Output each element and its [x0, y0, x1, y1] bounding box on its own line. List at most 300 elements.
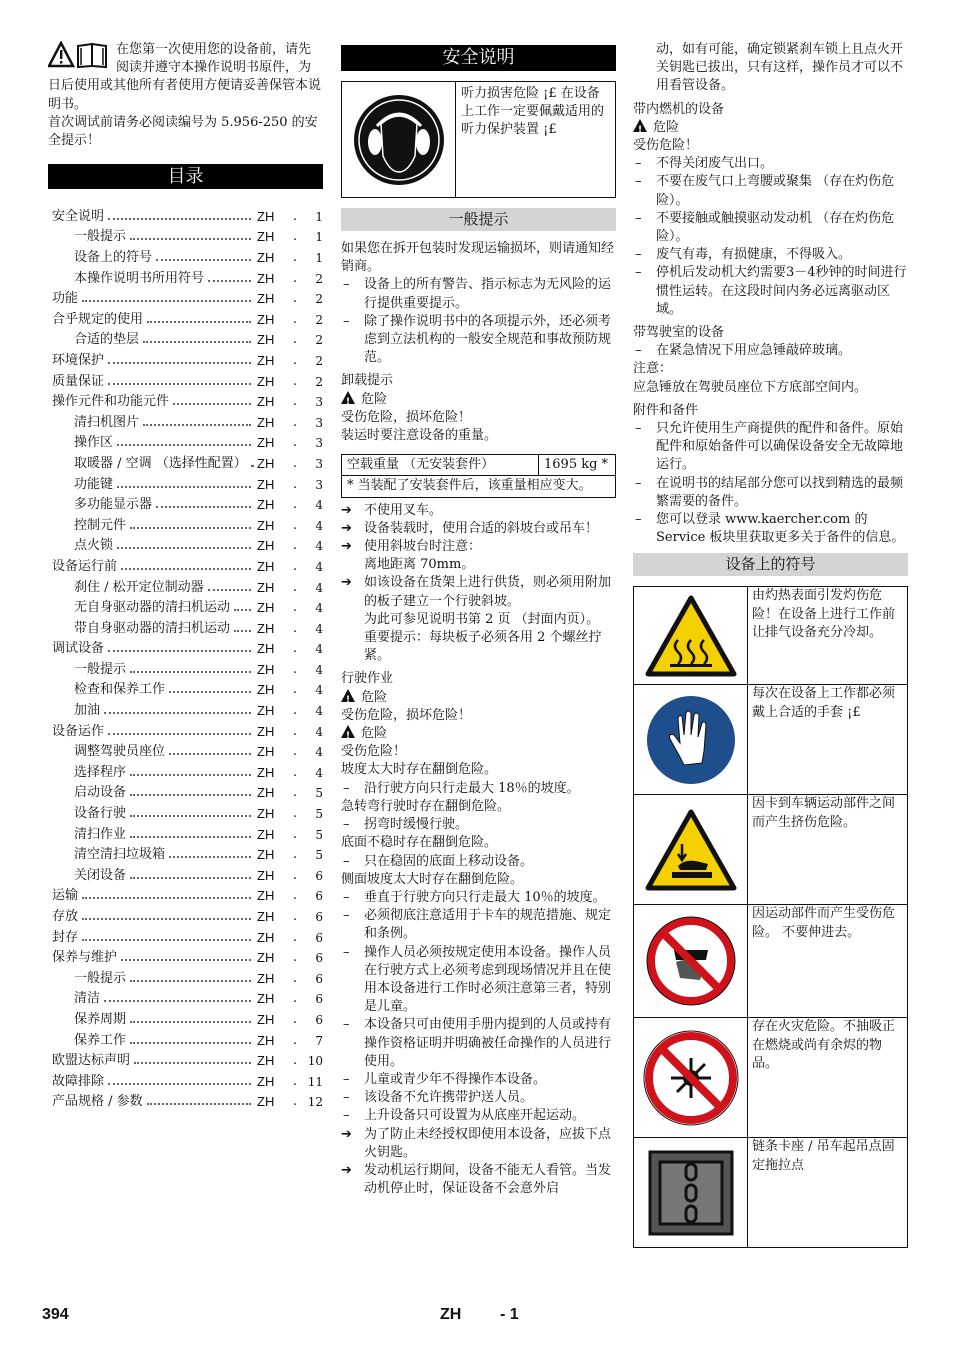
toc-entry-page: 1: [315, 251, 323, 265]
toc-leader-dots: [82, 939, 251, 941]
warning-read-manual-icon: [48, 41, 112, 71]
toc-separator: .: [292, 826, 298, 842]
toc-entry: [48, 903, 323, 924]
arrow-right-icon: ➔: [341, 1162, 352, 1178]
toc-entry-lang: ZH: [257, 394, 275, 410]
no-reaching-in-icon: [634, 905, 748, 1017]
instruction-step: [341, 520, 616, 538]
toc-separator: .: [292, 208, 298, 224]
toc-entry: [48, 450, 323, 471]
dash-list-item: – 不要在废气口上弯腰或聚集 （存在灼伤危险）。: [633, 173, 908, 209]
instruction-text: 使用斜坡台时注意：: [364, 539, 482, 555]
toc-entry-title: 带自身驱动器的清扫机运动: [74, 620, 231, 636]
toc-entry-title: 质量保证: [52, 373, 105, 389]
toc-leader-dots: [108, 362, 251, 364]
subsection-heading: 附件和备件: [633, 402, 699, 418]
toc-entry: [48, 1068, 323, 1089]
toc-separator: .: [292, 332, 298, 348]
toc-separator: .: [292, 1053, 298, 1069]
symbols-table: [633, 586, 908, 1248]
toc-entry-page: 5: [315, 786, 323, 801]
toc-leader-dots: [108, 733, 251, 735]
toc-entry-page: 4: [315, 621, 323, 636]
symbol-description: 因运动部件而产生受伤危险。 不要伸进去。: [752, 906, 896, 940]
dash-list-item: – 在紧急情况下用应急锤敲碎玻璃。: [633, 342, 908, 360]
toc-entry-lang: ZH: [257, 661, 275, 677]
toc-entry: [48, 986, 323, 1007]
toc-leader-dots: [130, 1021, 251, 1023]
toc-separator: .: [292, 950, 298, 966]
paragraph: 侧面坡度太大时存在翻倒危险。: [341, 871, 524, 887]
toc-entry-page: 2: [315, 333, 323, 348]
toc-entry: [48, 533, 323, 554]
toc-entry-page: 6: [315, 910, 323, 924]
toc-entry-title: 设备行驶: [74, 806, 127, 822]
toc-entry-page: 4: [315, 559, 323, 574]
toc-entry-page: 2: [315, 312, 323, 327]
arrow-right-icon: ➔: [341, 575, 352, 591]
dash-list-item: – 垂直于行驶方向只行走最大 10％的坡度。: [341, 889, 616, 907]
hot-surface-warning-icon: [634, 587, 748, 684]
symbol-row: [634, 587, 907, 685]
toc-separator: .: [292, 888, 298, 904]
toc-entry-lang: ZH: [257, 311, 275, 327]
toc-entry-title: 调整驾驶员座位: [74, 744, 166, 760]
toc-entry-page: 5: [315, 807, 323, 822]
toc-entry-lang: ZH: [257, 806, 275, 822]
toc-entry-lang: ZH: [257, 867, 275, 883]
tie-down-point-icon: [634, 1138, 748, 1247]
toc-separator: .: [292, 558, 298, 574]
instruction-continuation: 重要提示：每块板子必须各用 2 个螺丝拧紧。: [364, 630, 602, 664]
toc-entry-lang: ZH: [257, 270, 275, 286]
symbol-description: 由灼热表面引发灼伤危险！在设备上进行工作前让排气设备充分冷却。: [752, 588, 896, 640]
paragraph: 受伤危险，损坏危险！: [341, 409, 472, 425]
toc-entry-lang: ZH: [257, 414, 275, 430]
arrow-right-icon: ➔: [341, 520, 352, 536]
driving-notes-content: [341, 502, 616, 1199]
toc-leader-dots: [117, 486, 251, 488]
toc-separator: .: [292, 991, 298, 1007]
toc-entry-title: 取暖器 / 空调 （选择性配置）: [74, 455, 247, 471]
toc-entry-lang: ZH: [257, 909, 275, 924]
symbol-row: [634, 795, 907, 905]
instruction-continuation: 为此可参见说明书第 2 页 （封面内页）。: [364, 611, 600, 627]
paragraph: 坡度太大时存在翻倒危险。: [341, 762, 498, 778]
symbol-row: [634, 905, 907, 1018]
toc-entry: [48, 471, 323, 492]
toc-leader-dots: [82, 300, 251, 302]
toc-entry-page: 4: [315, 662, 323, 677]
dash-list-item: – 不要接触或触摸驱动发动机 （存在灼伤危险）。: [633, 210, 908, 246]
paragraph: 应急锤放在驾驶员座位下方底部空间内。: [633, 379, 868, 395]
toc-entry: [48, 286, 323, 307]
weight-label: 空载重量 （无安装套件）: [342, 455, 539, 475]
toc-separator: .: [292, 661, 298, 677]
toc-entry-lang: ZH: [257, 538, 275, 554]
toc-separator: .: [292, 270, 298, 286]
toc-entry: [48, 430, 323, 451]
toc-entry-title: 环境保护: [52, 352, 105, 368]
toc-entry-page: 4: [315, 683, 323, 698]
toc-entry-page: 6: [315, 868, 323, 883]
danger-text: 危险: [361, 726, 388, 742]
intro: [48, 41, 323, 150]
toc-entry: [48, 862, 323, 883]
toc-entry-page: 1: [315, 230, 323, 245]
instruction-step: [341, 574, 616, 610]
symbol-row: [634, 1138, 907, 1247]
instruction-text: 设备装载时，使用合适的斜坡台或吊车！: [364, 520, 599, 536]
toc-entry-lang: ZH: [257, 250, 275, 265]
wear-gloves-icon: [634, 685, 748, 794]
toc-separator: .: [292, 641, 298, 657]
toc-entry: [48, 203, 323, 224]
right-column: [633, 41, 908, 1248]
danger-label: [633, 119, 908, 137]
warning-triangle-icon: [633, 119, 647, 132]
warning-triangle-icon: [341, 689, 355, 702]
toc-entry: [48, 512, 323, 533]
toc-entry-page: 4: [315, 498, 323, 513]
toc-entry-title: 检查和保养工作: [74, 682, 166, 698]
toc-entry-title: 刹住 / 松开定位制动器: [74, 579, 204, 595]
paragraph: 受伤危险，损坏危险！: [341, 707, 472, 723]
toc-separator: .: [292, 414, 298, 430]
toc-entry-page: 4: [315, 518, 323, 533]
toc-entry-lang: ZH: [257, 970, 275, 986]
toc-separator: .: [292, 394, 298, 410]
toc-entry-title: 设备运行前: [52, 558, 118, 574]
toc-entry-title: 一般提示: [74, 229, 127, 245]
toc-entry-page: 3: [315, 436, 323, 451]
toc-separator: .: [292, 373, 298, 389]
toc-leader-dots: [130, 815, 251, 817]
toc-leader-dots: [130, 774, 251, 776]
toc-entry: [48, 718, 323, 739]
paragraph: 急转弯行驶时存在翻倒危险。: [341, 798, 511, 814]
toc-entry-page: 4: [315, 745, 323, 760]
toc-entry-title: 合适的垫层: [74, 332, 140, 348]
toc-entry-page: 6: [315, 930, 323, 945]
toc-separator: .: [292, 538, 298, 554]
toc-leader-dots: [147, 1103, 251, 1105]
toc-separator: .: [292, 909, 298, 924]
toc-entry: [48, 409, 323, 430]
toc-separator: .: [292, 476, 298, 492]
toc-entry-page: 3: [315, 456, 323, 471]
dash-list-item: – 拐弯时缓慢行驶。: [341, 816, 616, 834]
toc-leader-dots: [156, 259, 251, 261]
toc-entry-page: 2: [315, 292, 323, 307]
instruction-step: [341, 502, 616, 520]
toc-entry: [48, 347, 323, 368]
danger-text: 危险: [361, 391, 388, 407]
toc-entry-title: 运输: [52, 888, 79, 904]
toc-separator: .: [292, 682, 298, 698]
toc-entry-lang: ZH: [257, 1053, 275, 1069]
toc-entry: [48, 965, 323, 986]
danger-text: 危险: [361, 689, 388, 705]
toc-entry-title: 无自身驱动器的清扫机运动: [74, 600, 231, 616]
toc-separator: .: [292, 250, 298, 265]
toc-entry-page: 10: [307, 1054, 323, 1069]
toc-entry-page: 6: [315, 951, 323, 966]
intro-text-2: 首次调试前请务必阅读编号为 5.956-250 的安全提示！: [48, 114, 318, 149]
toc-entry: [48, 842, 323, 863]
toc-entry-lang: ZH: [257, 764, 275, 780]
dash-list-item: – 必须彻底注意适用于卡车的规范措施、规定和条例。: [341, 907, 616, 943]
toc-entry-lang: ZH: [257, 950, 275, 966]
toc-separator: .: [292, 1011, 298, 1027]
general-notes-title: 一般提示: [341, 208, 616, 231]
toc-entry: [48, 656, 323, 677]
toc-entry-title: 封存: [52, 929, 79, 945]
toc-entry: [48, 327, 323, 348]
toc-entry-title: 启动设备: [74, 785, 127, 801]
toc-separator: .: [292, 867, 298, 883]
toc-entry-lang: ZH: [257, 1032, 275, 1048]
toc-entry-lang: ZH: [257, 682, 275, 698]
toc-separator: .: [292, 970, 298, 986]
toc-leader-dots: [234, 630, 251, 632]
hearing-protection-text: 听力损害危险 ¡£ 在设备上工作一定要佩戴适用的听力保护装置 ¡£: [461, 86, 605, 138]
footer-sub-page: - 1: [500, 1306, 519, 1323]
toc-entry: [48, 244, 323, 265]
toc-entry: [48, 224, 323, 245]
toc-entry-page: 3: [315, 477, 323, 492]
toc-leader-dots: [130, 1042, 251, 1044]
toc-entry-page: 2: [315, 374, 323, 389]
toc-entry-lang: ZH: [257, 888, 275, 904]
subsection-heading: 带内燃机的设备: [633, 101, 725, 117]
toc-entry: [48, 553, 323, 574]
general-notes-content: [341, 240, 616, 445]
toc-entry: [48, 1006, 323, 1027]
toc-leader-dots: [108, 218, 251, 220]
symbol-description: 链条卡座 / 吊车起吊点固定拖拉点: [752, 1139, 895, 1173]
toc-leader-dots: [130, 980, 251, 982]
paragraph: 受伤危险！: [341, 744, 407, 760]
toc-entry-lang: ZH: [257, 332, 275, 348]
toc-leader-dots: [130, 836, 251, 838]
toc-leader-dots: [169, 691, 251, 693]
toc-entry: [48, 780, 323, 801]
paragraph: 底面不稳时存在翻倒危险。: [341, 835, 498, 851]
toc-entry-page: 2: [315, 271, 323, 286]
page-number: 394: [42, 1306, 69, 1323]
toc-entry: [48, 368, 323, 389]
toc-entry: [48, 306, 323, 327]
dash-list-item: – 在说明书的结尾部分您可以找到精选的最频繁需要的备件。: [633, 475, 908, 511]
dash-list-item: – 不得关闭废气出口。: [633, 155, 908, 173]
dash-list-item: – 除了操作说明书中的各项提示外，还必须考虑到立法机构的一般安全规范和事故预防规范。: [341, 313, 616, 368]
dash-list-item: – 该设备不允许携带护送人员。: [341, 1089, 616, 1107]
toc-title: 目录: [48, 164, 323, 189]
table-of-contents: [48, 203, 323, 1109]
weight-note: * 当装配了安装套件后，该重量相应变大。: [347, 478, 592, 494]
toc-entry: [48, 924, 323, 945]
instruction-text: 发动机运行期间，设备不能无人看管。当发动机停止时，保证设备不会意外启: [364, 1162, 612, 1197]
symbols-title: 设备上的符号: [633, 553, 908, 576]
toc-leader-dots: [134, 1062, 251, 1064]
dash-list-item: – 废气有毒，有损健康，不得吸入。: [633, 246, 908, 264]
toc-entry: [48, 1027, 323, 1048]
symbol-description: 每次在设备上工作都必须戴上合适的手套 ¡£: [752, 686, 896, 720]
arrow-right-icon: ➔: [341, 502, 352, 518]
toc-entry: [48, 800, 323, 821]
toc-leader-dots: [147, 321, 251, 323]
danger-label: [341, 725, 616, 743]
toc-leader-dots: [173, 403, 251, 405]
warning-triangle-icon: [341, 725, 355, 738]
paragraph: 装运时要注意设备的重量。: [341, 428, 498, 444]
toc-entry-lang: ZH: [257, 826, 275, 842]
toc-leader-dots: [121, 568, 251, 570]
dash-list-item: – 儿童或青少年不得操作本设备。: [341, 1071, 616, 1089]
symbol-description: 存在火灾危险。不抽吸正在燃烧或尚有余烬的物品。: [752, 1019, 896, 1071]
instruction-continuation: 离地距离 70mm。: [364, 557, 475, 573]
toc-entry-title: 存放: [52, 909, 79, 924]
toc-entry-title: 选择程序: [74, 764, 127, 780]
toc-entry-title: 产品规格 / 参数: [52, 1094, 143, 1110]
toc-entry-title: 功能: [52, 291, 79, 307]
toc-entry-page: 3: [315, 415, 323, 430]
toc-entry-lang: ZH: [257, 1073, 275, 1089]
toc-entry-lang: ZH: [257, 1094, 275, 1110]
warning-triangle-icon: [341, 391, 355, 404]
toc-entry-title: 安全说明: [52, 208, 105, 224]
toc-entry-lang: ZH: [257, 723, 275, 739]
toc-entry-lang: ZH: [257, 455, 275, 471]
toc-separator: .: [292, 311, 298, 327]
toc-entry-title: 控制元件: [74, 517, 127, 533]
toc-entry-title: 操作区: [74, 435, 114, 451]
toc-leader-dots: [117, 444, 251, 446]
toc-leader-dots: [108, 650, 251, 652]
toc-entry: [48, 574, 323, 595]
toc-entry-title: 一般提示: [74, 970, 127, 986]
instruction-text: 如该设备在货架上进行供货，则必须用附加的板子建立一个行驶斜坡。: [364, 575, 612, 609]
toc-entry-title: 清扫机图片: [74, 414, 140, 430]
toc-entry: [48, 677, 323, 698]
toc-entry-page: 7: [315, 1033, 323, 1048]
hearing-protection-icon: [342, 82, 456, 197]
toc-entry-title: 点火锁: [74, 538, 114, 554]
toc-leader-dots: [130, 877, 251, 879]
toc-entry-page: 4: [315, 724, 323, 739]
toc-entry-page: 1: [315, 209, 323, 224]
toc-leader-dots: [130, 794, 251, 796]
danger-label: [341, 689, 616, 707]
weight-table: [341, 454, 616, 497]
toc-entry-title: 保养工作: [74, 1032, 127, 1048]
dash-list-item: – 您可以登录 www.kaercher.com 的 Service 板块里获取更多关于备件的信息。: [633, 511, 908, 547]
middle-column: [341, 45, 616, 1198]
toc-entry-page: 4: [315, 765, 323, 780]
toc-separator: .: [292, 764, 298, 780]
toc-entry-page: 5: [315, 848, 323, 863]
toc-entry-lang: ZH: [257, 497, 275, 513]
dash-list-item: – 设备上的所有警告、指示标志为无风险的运行提供重要提示。: [341, 276, 616, 312]
toc-separator: .: [292, 455, 298, 471]
toc-entry-title: 设备上的符号: [74, 250, 153, 265]
toc-leader-dots: [82, 918, 251, 920]
toc-separator: .: [292, 435, 298, 451]
symbol-description: 因卡到车辆运动部件之间而产生挤伤危险。: [752, 796, 896, 830]
footer-lang: ZH: [440, 1306, 462, 1323]
toc-separator: .: [292, 352, 298, 368]
toc-leader-dots: [82, 897, 251, 899]
dash-list-item: – 操作人员必须按规定使用本设备。操作人员在行驶方式上必须考虑到现场情况并且在使用本设备进行工作时必须注意第三者，特别是儿童。: [341, 944, 616, 1017]
danger-label: [341, 391, 616, 409]
toc-entry-lang: ZH: [257, 517, 275, 533]
toc-separator: .: [292, 744, 298, 760]
toc-entry-title: 保养周期: [74, 1011, 127, 1027]
toc-entry-lang: ZH: [257, 476, 275, 492]
toc-entry-title: 清空清扫垃圾箱: [74, 847, 166, 863]
toc-entry: [48, 739, 323, 760]
toc-entry-lang: ZH: [257, 1011, 275, 1027]
instruction-text: 为了防止未经授权即使用本设备，应拔下点火钥匙。: [364, 1126, 612, 1160]
instruction-step: [341, 1126, 616, 1162]
toc-leader-dots: [208, 280, 251, 282]
toc-entry-page: 6: [315, 1012, 323, 1027]
toc-leader-dots: [208, 589, 251, 591]
dash-list-item: – 沿行驶方向只行走最大 18％的坡度。: [341, 780, 616, 798]
instruction-text: 不使用叉车。: [364, 502, 443, 518]
dash-list-item: – 停机后发动机大约需要3－4秒钟的时间进行惯性运转。在这段时间内务必远离驱动区域。: [633, 264, 908, 319]
toc-leader-dots: [117, 547, 251, 549]
toc-entry-lang: ZH: [257, 558, 275, 574]
toc-entry: [48, 389, 323, 410]
toc-entry: [48, 821, 323, 842]
toc-entry: [48, 1089, 323, 1110]
dash-list-item: – 上升设备只可设置为从底座开起运动。: [341, 1107, 616, 1125]
toc-entry-title: 多功能显示器: [74, 497, 153, 513]
toc-leader-dots: [104, 712, 251, 714]
toc-entry: [48, 1048, 323, 1069]
toc-entry-title: 加油: [74, 703, 101, 719]
toc-leader-dots: [104, 1000, 251, 1002]
toc-entry-title: 合乎规定的使用: [52, 311, 144, 327]
toc-separator: .: [292, 229, 298, 245]
toc-entry-title: 本操作说明书所用符号: [74, 270, 205, 286]
toc-entry-lang: ZH: [257, 744, 275, 760]
toc-separator: .: [292, 806, 298, 822]
toc-entry: [48, 945, 323, 966]
toc-entry-title: 调试设备: [52, 641, 105, 657]
intro-text: 在您第一次使用您的设备前，请先阅读并遵守本操作说明书原件，为日后使用或其他所有者使用方便请妥善保管本说明书。: [48, 42, 322, 112]
paragraph: 如果您在拆开包装时发现运输损坏，则请通知经销商。: [341, 241, 615, 275]
crush-hazard-warning-icon: [634, 795, 748, 904]
toc-entry-lang: ZH: [257, 785, 275, 801]
toc-separator: .: [292, 600, 298, 616]
toc-entry-lang: ZH: [257, 229, 275, 245]
dash-list-item: – 本设备只可由使用手册内提到的人员或持有操作资格证明并明确被任命操作的人员进行使用。: [341, 1016, 616, 1071]
toc-separator: .: [292, 1032, 298, 1048]
toc-entry-lang: ZH: [257, 600, 275, 616]
toc-entry-page: 4: [315, 601, 323, 616]
paragraph: 受伤危险！: [633, 138, 699, 154]
danger-text: 危险: [653, 119, 680, 135]
toc-separator: .: [292, 579, 298, 595]
toc-entry-page: 4: [315, 580, 323, 595]
toc-entry-title: 故障排除: [52, 1073, 105, 1089]
toc-entry-lang: ZH: [257, 703, 275, 719]
toc-entry-title: 清洁: [74, 991, 101, 1007]
toc-entry-page: 6: [315, 889, 323, 904]
